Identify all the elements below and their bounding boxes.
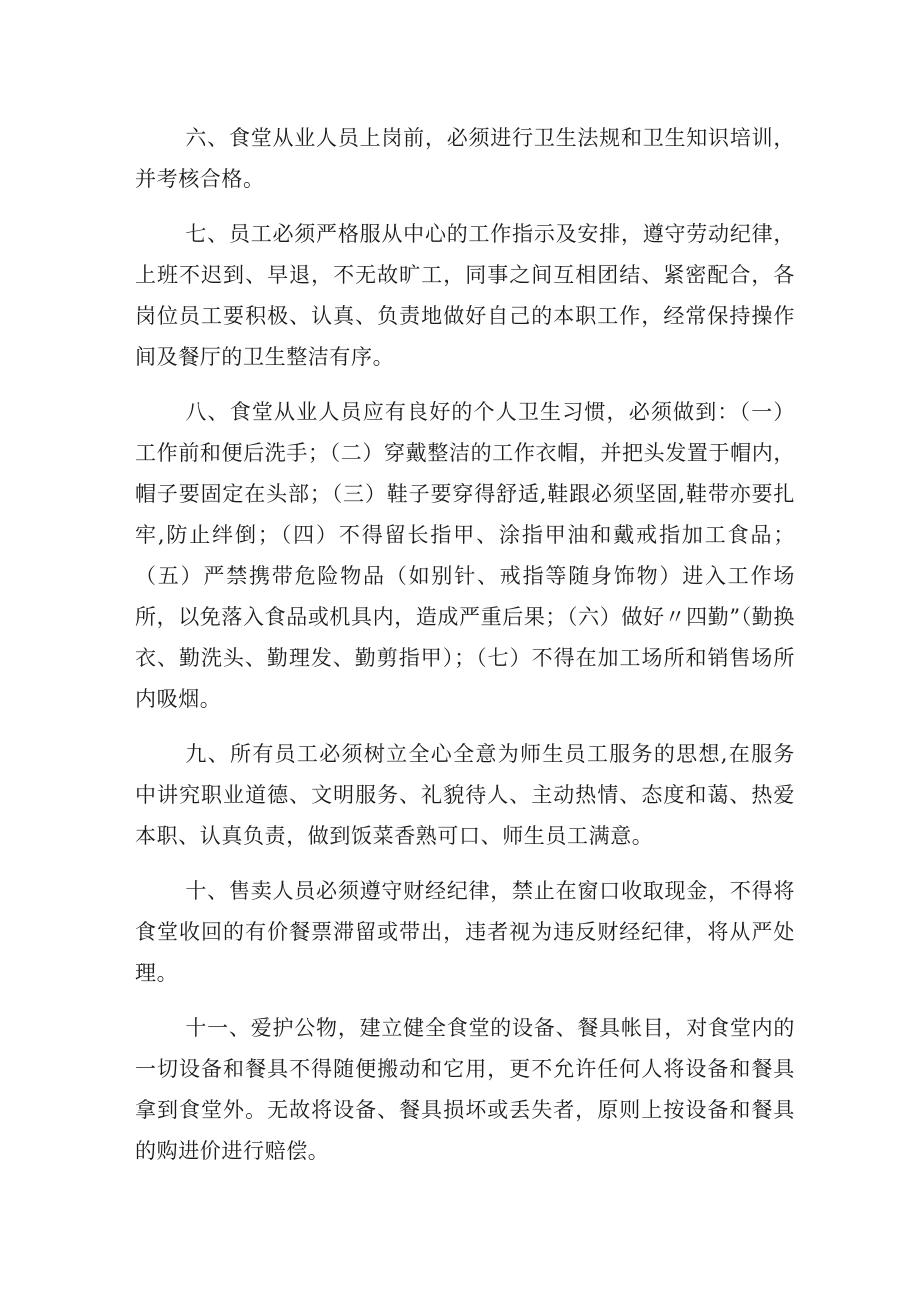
paragraph-9: 九、所有员工必须树立全心全意为师生员工服务的思想,在服务中讲究职业道德、文明服务、礼貌待人、主动热情、态度和蔼、热爱本职、认真负责，做到饭菜香熟可口、师生员工满意。	[135, 742, 795, 848]
paragraph-8: 八、食堂从业人员应有良好的个人卫生习惯，必须做到：（一）工作前和便后洗手；（二）穿戴整洁的工作衣帽，并把头发置于帽内，帽子要固定在头部；（三）鞋子要穿得舒适,鞋跟必须坚固,鞋带亦要扎牢,防止绊倒；（四）不得留长指甲、涂指甲油和戴戒指加工食品；（五）严禁携带危险物品（如别针、戒指等随身饰物）进入工作场所，以免落入食品或机具内，造成严重后果；（六）做好〃四勤”（勤换衣、勤洗头、勤理发、勤剪指甲）；（七）不得在加工场所和销售场所内吸烟。	[135, 400, 795, 711]
paragraph-7: 七、员工必须严格服从中心的工作指示及安排，遵守劳动纪律，上班不迟到、早退，不无故旷工，同事之间互相团结、紧密配合，各岗位员工要积极、认真、负责地做好自己的本职工作，经常保持操作间及餐厅的卫生整洁有序。	[135, 222, 795, 369]
paragraph-10: 十、售卖人员必须遵守财经纪律，禁止在窗口收取现金，不得将食堂收回的有价餐票滞留或带出，违者视为违反财经纪律，将从严处理。	[135, 879, 795, 985]
paragraph-11: 十一、爱护公物，建立健全食堂的设备、餐具帐目，对食堂内的一切设备和餐具不得随便搬动和它用，更不允许任何人将设备和餐具拿到食堂外。无故将设备、餐具损坏或丢失者，原则上按设备和餐具的购进价进行赔偿。	[135, 1016, 795, 1163]
paragraph-6: 六、食堂从业人员上岗前，必须进行卫生法规和卫生知识培训，并考核合格。	[135, 126, 795, 191]
document-body	[135, 118, 795, 1186]
